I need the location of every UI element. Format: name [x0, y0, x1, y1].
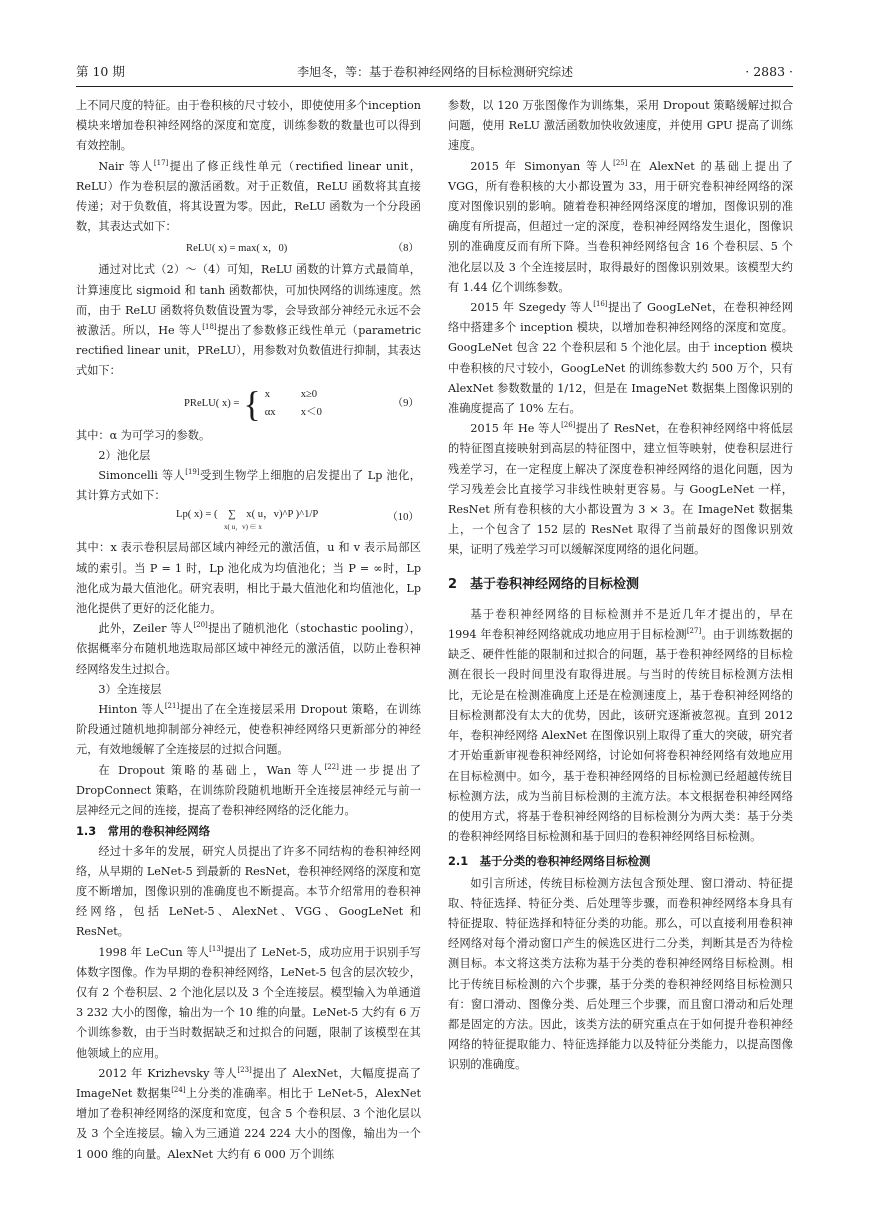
- paragraph: 此外，Zeiler 等人[20]提出了随机池化（stochastic pooling），依据概率分布随机地选取局部区域中神经元的激活值，以防止卷积神经网络发生过拟合。: [76, 621, 421, 676]
- equation-expression: Lp( x) = ( ∑ x( u，v)^P )^1/P x( u，v) ∈ x: [176, 509, 319, 532]
- equation-number: （9）: [392, 397, 419, 409]
- running-header: [76, 56, 793, 87]
- section-heading: 2 基于卷积神经网络的目标检测: [448, 576, 640, 592]
- citation: [23]: [237, 1065, 252, 1074]
- paragraph: 2015 年 Szegedy 等人[16]提出了 GoogLeNet，在卷积神经网络中搭建多个 inception 模块，以增加卷积神经网络的深度和宽度。GoogLeNet 包含 22 个卷积层和 5 个池化层。由于 inception 模块中卷积核的尺寸较小，GoogLeNet 的训练参数大约 500 万个，只有 AlexNet 参数数量的 1/12，但是在 ImageNet 数据集上图像识别的准确度提高了 10% 左右。: [448, 300, 793, 416]
- paragraph: Nair 等人[17]提出了修正线性单元（rectified linear unit，ReLU）作为卷积层的激活函数。对于正数值，ReLU 函数将其直接传递；对于负数值，将其设置为零。因此，ReLU 函数为一个分段函数，其表达式如下：: [76, 158, 421, 234]
- citation: [24]: [171, 1085, 186, 1094]
- paragraph: 2015 年 Simonyan 等人[25]在 AlexNet 的基础上提出了 VGG，所有卷积核的大小都设置为 33，用于研究卷积神经网络的深度对图像识别的影响。随着卷积神经网络深度的增加，图像识别的准确度有所提高，但超过一定的深度，卷积神经网络发生退化，图像识别的准确度反而有所下降。当卷积神经网络包含 16 个卷积层、5 个池化层以及 3 个全连接层时，取得最好的图像识别效果。该模型大约有 1.44 亿个训练参数。: [448, 158, 793, 294]
- paragraph: 如引言所述，传统目标检测方法包含预处理、窗口滑动、特征提取、特征选择、特征分类、后处理等步骤，而卷积神经网络本身具有特征提取、特征选择和特征分类的功能。那么，可以直接利用卷积神经网络对每个滑动窗口产生的候选区进行二分类，判断其是否为待检测目标。本文将这类方法称为基于分类的卷积神经网络目标检测。相比于传统目标检测的六个步骤，基于分类的卷积神经网络目标检测只有：窗口滑动、图像分类、后处理三个步骤，而且窗口滑动和后处理都是固定的方法。因此，该类方法的研究重点在于如何提升卷积神经网络的特征提取能力、特征选择能力以及特征分类能力，以提高图像识别的准确度。: [448, 876, 793, 1072]
- paragraph: 基于卷积神经网络的目标检测并不是近几年才提出的，早在 1994 年卷积神经网络就成功地应用于目标检测[27]。由于训练数据的缺乏、硬件性能的限制和过拟合的问题，基于卷积神经网络的目标检测在很长一段时间里没有取得进展。与当时的传统目标检测方法相比，无论是在检测准确度上还是在检测速度上，基于卷积神经网络的目标检测都没有太大的优势，因此，该研究逐渐被忽视。直到 2012 年，卷积神经网络 AlexNet 在图像识别上取得了重大的突破，研究者才开始重新审视卷积神经网络，讨论如何将卷积神经网络有效地应用在目标检测中。如今，基于卷积神经网络的目标检测已经超越传统目标检测方法，成为当前目标检测的主流方法。本文根据卷积神经网络的使用方式，将基于卷积神经网络的目标检测分为两大类：基于分类的卷积神经网络目标检测和基于回归的卷积神经网络目标检测。: [448, 607, 793, 844]
- equation-lhs: PReLU( x) =: [184, 397, 240, 409]
- section-heading: 1.3 常用的卷积神经网络: [76, 824, 211, 839]
- equation-number: （8）: [392, 242, 419, 254]
- paragraph: 在 Dropout 策略的基础上，Wan 等人[22]进一步提出了 DropConnect 策略，在训练阶段随机地断开全连接层神经元与前一层神经元之间的连接，提高了卷积神经网络的泛化能力。: [76, 762, 421, 818]
- brace-symbol: {: [243, 383, 261, 424]
- paragraph: 1998 年 LeCun 等人[13]提出了 LeNet-5，成功应用于识别手写体数字图像。作为早期的卷积神经网络，LeNet-5 包含的层次较少，仅有 2 个卷积层、2 个池化层以及 3 个全连接层。模型输入为单通道 3 232 大小的图像，输出为一个 10 维的向量。LeNet-5 大约有 6 万个训练参数，由于当时数据缺乏和过拟合的问题，限制了该模型在其他领域上的应用。: [76, 944, 421, 1060]
- paragraph: Hinton 等人[21]提出了在全连接层采用 Dropout 策略，在训练阶段通过随机地抑制部分神经元，使卷积神经网络只更新部分的神经元，有效地缓解了全连接层的过拟合问题。: [76, 702, 421, 757]
- left-column: [76, 96, 421, 1165]
- citation: [25]: [613, 158, 628, 167]
- equation-10: [76, 506, 421, 538]
- paragraph: 参数，以 120 万张图像作为训练集，采用 Dropout 策略缓解过拟合问题，使用 ReLU 激活函数加快收敛速度，并使用 GPU 提高了训练速度。: [448, 99, 793, 153]
- equation-number: （10）: [387, 512, 419, 524]
- subheading: 2）池化层: [98, 448, 151, 462]
- citation: [19]: [185, 468, 200, 477]
- paragraph: 其中：α 为可学习的参数。: [76, 428, 211, 442]
- paragraph: 其中：x 表示卷积层局部区域内神经元的激活值，u 和 v 表示局部区域的索引。当 P = 1 时，Lp 池化成为均值池化；当 P = ∞时，Lp 池化成为最大值池化。研究表明，相比于最大值池化和均值池化，Lp 池化提供了更好的泛化能力。: [76, 541, 421, 616]
- paragraph: Simoncelli 等人[19]受到生物学上细胞的启发提出了 Lp 池化，其计算方式如下：: [76, 468, 421, 503]
- citation: [20]: [193, 621, 208, 630]
- citation: [27]: [686, 627, 702, 636]
- page-number: · 2883 ·: [745, 63, 793, 79]
- issue-number: 第 10 期: [76, 64, 125, 79]
- citation: [18]: [202, 323, 217, 332]
- citation: [16]: [593, 300, 608, 309]
- subsection-heading: 2.1 基于分类的卷积神经网络目标检测: [448, 854, 651, 869]
- right-column: [448, 96, 793, 1076]
- citation: [22]: [324, 762, 339, 771]
- citation: [13]: [209, 944, 224, 953]
- paragraph: 2015 年 He 等人[26]提出了 ResNet，在卷积神经网络中将低层的特征图直接映射到高层的特征图中，建立恒等映射，使卷积层进行残差学习，在一定程度上解决了深度卷积神经网络的退化问题，因为学习残差会比直接学习非线性映射更容易。与 GoogLeNet 一样，ResNet 所有卷积核的大小都设置为 3 × 3。在 ImageNet 数据集上，一个包含了 152 层的 ResNet 取得了当前最好的图像识别效果，证明了残差学习可以缓解深度网络的退化问题。: [448, 421, 793, 557]
- running-title: 李旭冬，等：基于卷积神经网络的目标检测研究综述: [297, 64, 574, 79]
- subheading: 3）全连接层: [98, 682, 162, 696]
- paragraph: 经过十多年的发展，研究人员提出了许多不同结构的卷积神经网络，从早期的 LeNet-5 到最新的 ResNet，卷积神经网络的深度和宽度不断增加，图像识别的准确度也不断提高。本节介绍常用的卷积神经网络，包括 LeNet-5、AlexNet、VGG、GoogLeNet 和 ResNet。: [76, 844, 421, 939]
- equation-9: [76, 382, 421, 426]
- equation-expression: ReLU( x) = max( x，0): [186, 242, 288, 254]
- paragraph: 2012 年 Krizhevsky 等人[23]提出了 AlexNet，大幅度提高了 ImageNet 数据集[24]上分类的准确率。相比于 LeNet-5，AlexNet 增加了卷积神经网络的深度和宽度，包含 5 个卷积层、3 个池化层以及 3 个全连接层。输入为三通道 224 224 大小的图像，输出为一个 1 000 维的向量。AlexNet 大约有 6 000 万个训练: [76, 1065, 421, 1161]
- equation-8: [76, 237, 421, 260]
- citation: [26]: [561, 421, 576, 430]
- paragraph: 上不同尺度的特征。由于卷积核的尺寸较小，即使使用多个inception模块来增加卷积神经网络的深度和宽度，训练参数的数量也可以得到有效控制。: [76, 99, 421, 153]
- equation-cases: x x≥0 αx x＜0: [264, 388, 322, 418]
- paragraph: 通过对比式（2）～（4）可知，ReLU 函数的计算方式最简单，计算速度比 sigmoid 和 tanh 函数都快，可加快网络的训练速度。然而，由于 ReLU 函数将负数值设置为零，会导致部分神经元永远不会被激活。所以，He 等人[18]提出了参数修正线性单元（parametric rectified linear unit，PReLU），用参数对负数值进行抑制，其表达式如下：: [76, 263, 421, 378]
- citation: [17]: [153, 158, 169, 167]
- citation: [21]: [164, 702, 180, 711]
